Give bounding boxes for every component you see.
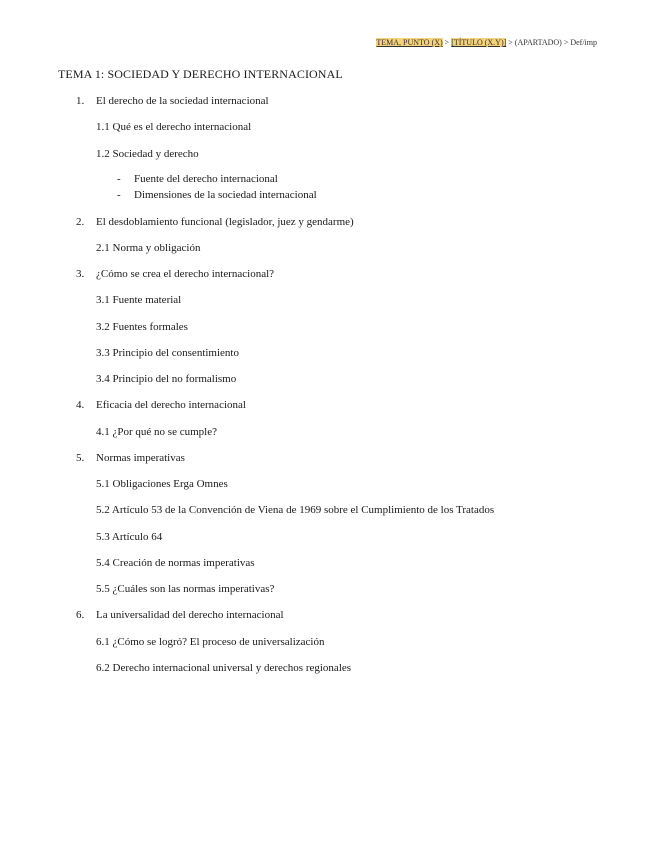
document-title: TEMA 1: SOCIEDAD Y DERECHO INTERNACIONAL (58, 67, 343, 81)
legend-titulo: [TÍTULO (X.Y)] (451, 38, 507, 47)
subsection: 1.2 Sociedad y derecho (96, 148, 199, 160)
section-title: La universalidad del derecho internacional (96, 609, 284, 621)
subsection: 3.1 Fuente material (96, 294, 182, 306)
section-title: ¿Cómo se crea el derecho internacional? (96, 268, 275, 280)
subsection: 5.2 Artículo 53 de la Convención de Viena de 1969 sobre el Cumplimiento de los Tratados (96, 504, 495, 516)
subsection: 5.3 Artículo 64 (96, 531, 163, 543)
subsection: 3.3 Principio del consentimiento (96, 347, 239, 359)
section-title: Eficacia del derecho internacional (96, 399, 246, 411)
bullet-text: Fuente del derecho internacional (134, 173, 278, 185)
section-number: 5. (76, 452, 85, 464)
subsection: 3.4 Principio del no formalismo (96, 373, 237, 385)
bullet-marker: - (117, 189, 121, 201)
subsection: 2.1 Norma y obligación (96, 242, 201, 254)
legend-rest: > (APARTADO) > Def/imp (506, 38, 597, 47)
subsection: 1.1 Qué es el derecho internacional (96, 121, 252, 133)
section-number: 3. (76, 268, 85, 280)
subsection: 6.1 ¿Cómo se logró? El proceso de universalización (96, 636, 325, 648)
section-number: 6. (76, 609, 85, 621)
subsection: 5.4 Creación de normas imperativas (96, 557, 255, 569)
bullet-text: Dimensiones de la sociedad internacional (134, 189, 317, 201)
section-number: 2. (76, 216, 85, 228)
bullet-marker: - (117, 173, 121, 185)
legend-tema: TEMA, PUNTO (X) (376, 38, 443, 47)
section-number: 4. (76, 399, 85, 411)
subsection: 6.2 Derecho internacional universal y derechos regionales (96, 662, 352, 674)
subsection: 3.2 Fuentes formales (96, 321, 188, 333)
section-title: El derecho de la sociedad internacional (96, 95, 269, 107)
section-title: El desdoblamiento funcional (legislador, juez y gendarme) (96, 216, 354, 228)
section-number: 1. (76, 95, 85, 107)
header-legend (376, 38, 597, 47)
subsection: 5.5 ¿Cuáles son las normas imperativas? (96, 583, 275, 595)
legend-separator: > (442, 38, 452, 47)
subsection: 5.1 Obligaciones Erga Omnes (96, 478, 228, 490)
section-title: Normas imperativas (96, 452, 185, 464)
subsection: 4.1 ¿Por qué no se cumple? (96, 426, 217, 438)
